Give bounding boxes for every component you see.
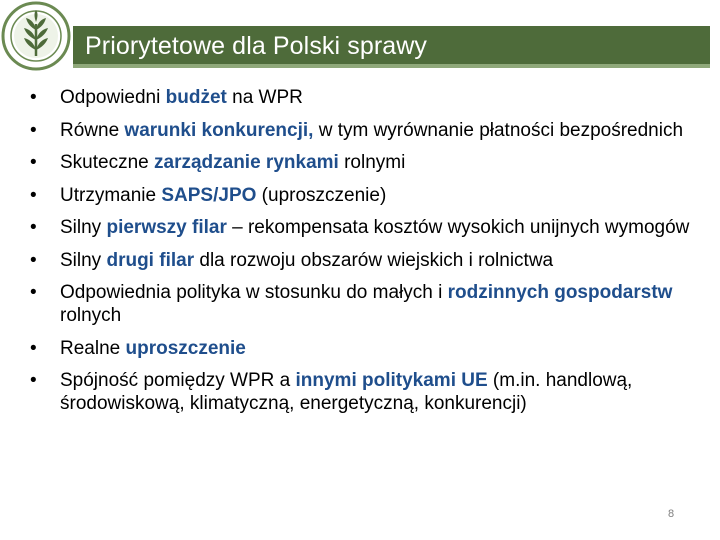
bullet-item bbox=[30, 86, 715, 109]
highlighted-text: budżet bbox=[165, 87, 227, 108]
bullet-text: Utrzymanie bbox=[60, 184, 162, 206]
bullet-item bbox=[30, 369, 715, 415]
bullet-text: Odpowiednia polityka w stosunku do małych i bbox=[60, 282, 448, 303]
bullet-text: rolnymi bbox=[338, 152, 406, 173]
bullet-text: Odpowiedni bbox=[60, 87, 166, 108]
bullet-icon: • bbox=[30, 337, 37, 359]
bullet-icon: • bbox=[30, 249, 37, 271]
bullet-icon: • bbox=[30, 370, 37, 391]
highlighted-text: zarządzanie rynkami bbox=[154, 152, 339, 173]
bullet-text: Realne bbox=[60, 337, 126, 359]
bullet-text: – rekompensata kosztów wysokich unijnych wymogów bbox=[226, 217, 690, 238]
highlighted-text: rodzinnych gospodarstw bbox=[447, 282, 673, 303]
bullet-item bbox=[30, 281, 715, 327]
bullet-item bbox=[30, 216, 715, 239]
bullet-icon: • bbox=[30, 217, 37, 238]
highlighted-text: innymi politykami UE bbox=[295, 370, 488, 391]
bullet-text: na WPR bbox=[226, 87, 303, 108]
bullet-icon: • bbox=[30, 282, 37, 303]
bullet-text: Skuteczne bbox=[60, 152, 154, 173]
bullet-icon: • bbox=[30, 87, 37, 108]
bullet-text: dla rozwoju obszarów wiejskich i rolnictwa bbox=[194, 249, 554, 271]
bullet-icon: • bbox=[30, 119, 37, 141]
title-bar bbox=[73, 26, 710, 68]
bullet-item bbox=[30, 184, 715, 207]
bullet-item bbox=[30, 249, 715, 272]
bullet-text: Równe bbox=[60, 119, 125, 141]
bullet-text: Silny bbox=[60, 217, 107, 238]
highlighted-text: warunki konkurencji, bbox=[124, 119, 314, 141]
ministry-seal-icon bbox=[0, 0, 72, 72]
bullet-list bbox=[30, 86, 715, 425]
bullet-text: (m.in. handlową, środowiskową, klimatyczną, energetyczną, konkurencji) bbox=[60, 370, 633, 414]
bullet-item bbox=[30, 151, 715, 174]
highlighted-text: uproszczenie bbox=[125, 337, 246, 359]
bullet-icon: • bbox=[30, 152, 37, 173]
bullet-item bbox=[30, 337, 715, 360]
highlighted-text: drugi filar bbox=[106, 249, 195, 271]
bullet-text: Silny bbox=[60, 249, 107, 271]
highlighted-text: SAPS/JPO bbox=[161, 184, 257, 206]
page-number: 8 bbox=[668, 508, 675, 520]
bullet-text: w tym wyrównanie płatności bezpośrednich bbox=[313, 119, 684, 141]
bullet-item bbox=[30, 119, 715, 142]
bullet-icon: • bbox=[30, 184, 37, 206]
bullet-text: (uproszczenie) bbox=[256, 184, 387, 206]
bullet-text: rolnych bbox=[60, 305, 122, 326]
bullet-text: Spójność pomiędzy WPR a bbox=[60, 370, 296, 391]
slide-title: Priorytetowe dla Polski sprawy bbox=[85, 32, 428, 60]
highlighted-text: pierwszy filar bbox=[106, 217, 227, 238]
